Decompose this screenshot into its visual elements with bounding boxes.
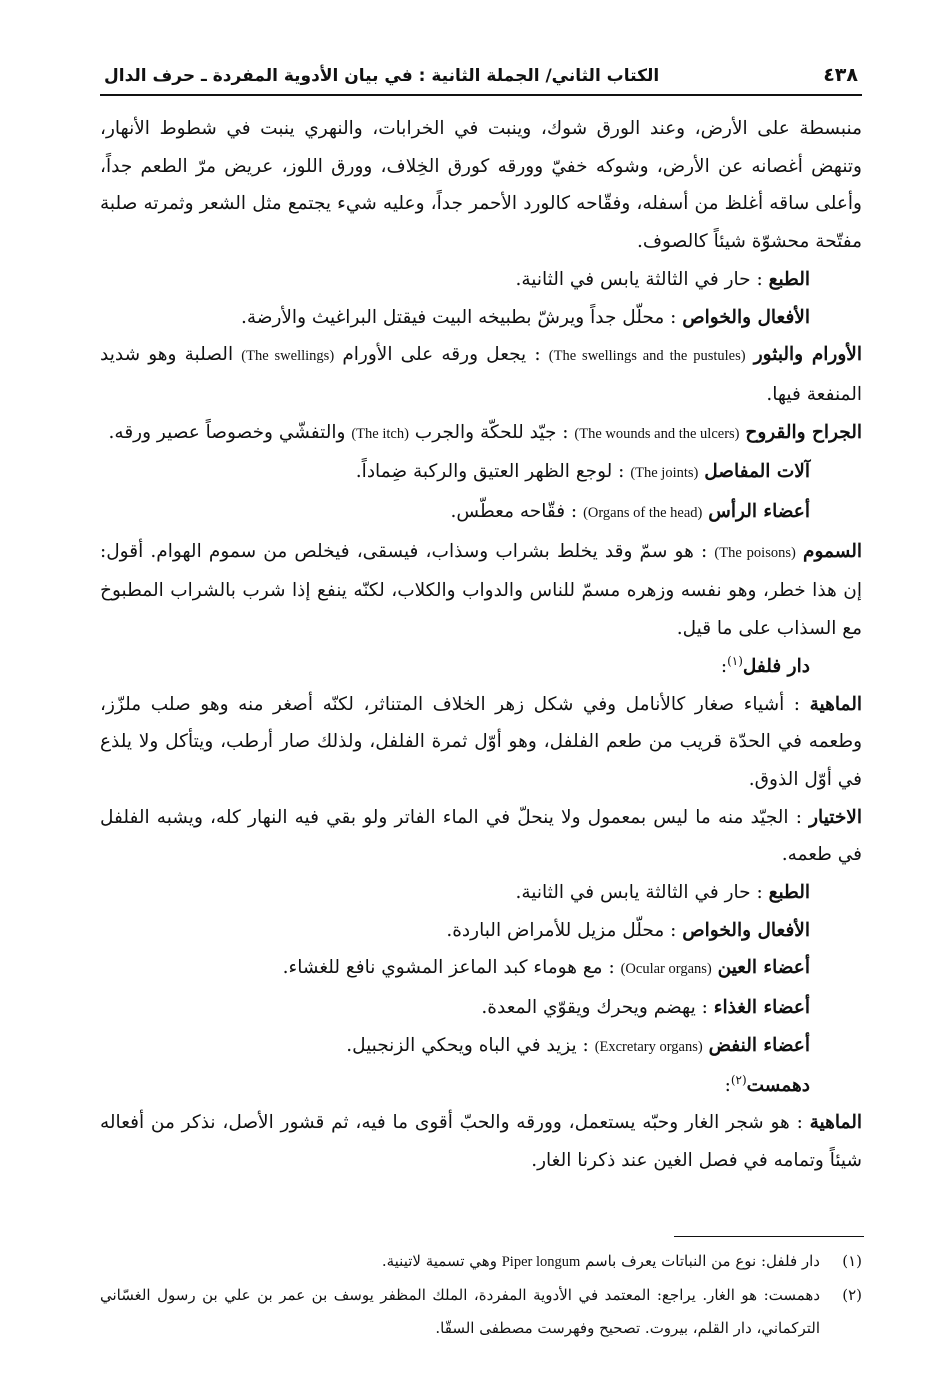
english-gloss: (Ocular organs) <box>620 961 712 978</box>
entry-term: دهمست <box>746 1074 810 1096</box>
entry-term: آلات المفاصل <box>704 461 810 483</box>
paragraph: أعضاء الرأس (Organs of the head) : فقّاحه معطّس. <box>450 501 810 523</box>
english-gloss: (The swellings) <box>241 348 335 365</box>
footnote-marker: (٢) <box>730 1072 747 1087</box>
entry-term: الجراح والقروح <box>745 421 862 443</box>
paragraph: الاختيار : الجيّد منه ما ليس بمعمول ولا ينحلّ في الماء الفاتر ولو بقي فيه النهار كله، ويشبه الفلفل في طعمه. <box>100 806 862 866</box>
entry-term: الماهية <box>809 1112 862 1134</box>
book-page <box>100 40 862 1370</box>
paragraph: الأفعال والخواص : محلّل جداً ويرشّ بطبيخه البيت فيقتل البراغيث والأرضة. <box>240 306 810 328</box>
entry-term: أعضاء الرأس <box>708 501 810 523</box>
paragraph: أعضاء النفض (Excretary organs) : يزيد في الباه ويحكي الزنجبيل. <box>346 1034 810 1056</box>
paragraph: الطبع : حار في الثالثة يابس في الثانية. <box>515 268 810 290</box>
english-gloss: (The itch) <box>351 425 409 442</box>
english-gloss: Piper longum <box>501 1254 581 1270</box>
entry-term: الأورام والبثور <box>753 344 862 366</box>
entry-heading: دار فلفل$^{(١)}$: <box>720 653 810 677</box>
entry-term: الأفعال والخواص <box>682 306 810 328</box>
entry-term: الطبع <box>768 882 810 904</box>
english-gloss: (Excretary organs) <box>594 1038 703 1055</box>
paragraph: منبسطة على الأرض، وعند الورق شوك، وينبت في الخرابات، والنهري ينبت في شطوط الأنهار، وتنهض أغصانه عن الأرض، وشوكه خفيّ وورقه كورق الخِلاف، وورق اللوز، عريض مرّ الطعم جداً، وأعلى ساقه أغلظ من أسفله، وفقّاحه كالورد الأحمر جداً، وعليه شيء يجتمع مثل الشعر وثمرته صلبة مفتّحة محشوّة شيئاً كالصوف. <box>100 118 862 253</box>
entry-term: أعضاء الغذاء <box>713 997 810 1019</box>
paragraph: أعضاء الغذاء : يهضم ويحرك ويقوّي المعدة. <box>481 997 810 1019</box>
footnote-rule <box>674 1236 864 1237</box>
english-gloss: (Organs of the head) <box>583 505 703 522</box>
footnote: (٢) دهمست: هو الغار. يراجع: المعتمد في الأدوية المفردة، الملك المظفر يوسف بن عمر بن علي بن رسول الغسّاني التركماني، دار القلم، بيروت. تصحيح وفهرست مصطفى السقّا. <box>100 1279 862 1345</box>
running-title: الكتاب الثاني/ الجملة الثانية : في بيان الأدوية المفردة ـ حرف الدال <box>104 66 660 86</box>
entry-term: الماهية <box>809 693 862 715</box>
english-gloss: (The wounds and the ulcers) <box>574 425 740 442</box>
entry-term: دار فلفل <box>742 655 810 677</box>
entry-term: الاختيار <box>809 806 862 828</box>
english-gloss: (The joints) <box>630 465 699 482</box>
paragraph: الأورام والبثور (The swellings and the pustules) : يجعل ورقه على الأورام (The swellings) الصلبة وهو شديد المنفعة فيها. <box>100 344 862 405</box>
paragraph: آلات المفاصل (The joints) : لوجع الظهر العتيق والركبة ضِماداً. <box>355 461 810 483</box>
footnote-number: (٢) <box>842 1286 862 1304</box>
paragraph: أعضاء العين (Ocular organs) : مع هوماء كبد الماعز المشوي نافع للغشاء. <box>282 957 810 979</box>
entry-term: أعضاء النفض <box>708 1034 810 1056</box>
footnote-number: (١) <box>842 1252 862 1270</box>
entry-term: أعضاء العين <box>717 957 810 979</box>
entry-heading: دهمست$^{(٢)}$: <box>724 1072 810 1096</box>
main-text <box>100 110 862 1180</box>
english-gloss: (The poisons) <box>714 544 796 561</box>
footnotes <box>100 1245 862 1345</box>
paragraph: الماهية : هو شجر الغار وحبّه يستعمل، وورقه والحبّ أقوى ما فيه، ثم قشور الأصل، نذكر من أفعاله شيئاً وتمامه في فصل الغين عند ذكرنا الغار. <box>100 1112 862 1171</box>
page-header <box>100 40 862 86</box>
entry-term: الطبع <box>768 268 810 290</box>
footnote: (١) دار فلفل: نوع من النباتات يعرف باسم Piper longum وهي تسمية لاتينية. <box>100 1245 862 1279</box>
paragraph: الطبع : حار في الثالثة يابس في الثانية. <box>515 882 810 904</box>
paragraph: الماهية : أشياء صغار كالأنامل وفي شكل زهر الخلاف المتناثر، لكنّه أصغر منه وهو صلب ملزّز، وطعمه في الحدّة قريب من طعم الفلفل، وهو أوّل ثمرة الفلفل، ولذلك صار أرطب، ويتأكل ولا يلذع في أوّل الذوق. <box>100 693 862 790</box>
entry-term: الأفعال والخواص <box>682 919 810 941</box>
entry-term: السموم <box>803 540 862 562</box>
page-number: ٤٣٨ <box>823 64 858 86</box>
paragraph: السموم (The poisons) : هو سمّ وقد يخلط بشراب وسذاب، فيسقى، فيخلص من سموم الهوام. أقول: إن هذا خطر، وهو نفسه وزهره مسمّ للناس والدواب والكلاب، لكنّه ينفع إذا شرب بالشراب المطبوخ مع السذاب على ما قيل. <box>100 540 862 640</box>
paragraph: الأفعال والخواص : محلّل مزيل للأمراض الباردة. <box>446 919 810 941</box>
paragraph: الجراح والقروح (The wounds and the ulcers) : جيّد للحكّة والجرب (The itch) والتفشّي وخصوصاً عصير ورقه. <box>108 421 862 443</box>
header-rule <box>100 94 862 96</box>
footnote-marker: (١) <box>727 653 743 668</box>
english-gloss: (The swellings and the pustules) <box>548 348 746 365</box>
